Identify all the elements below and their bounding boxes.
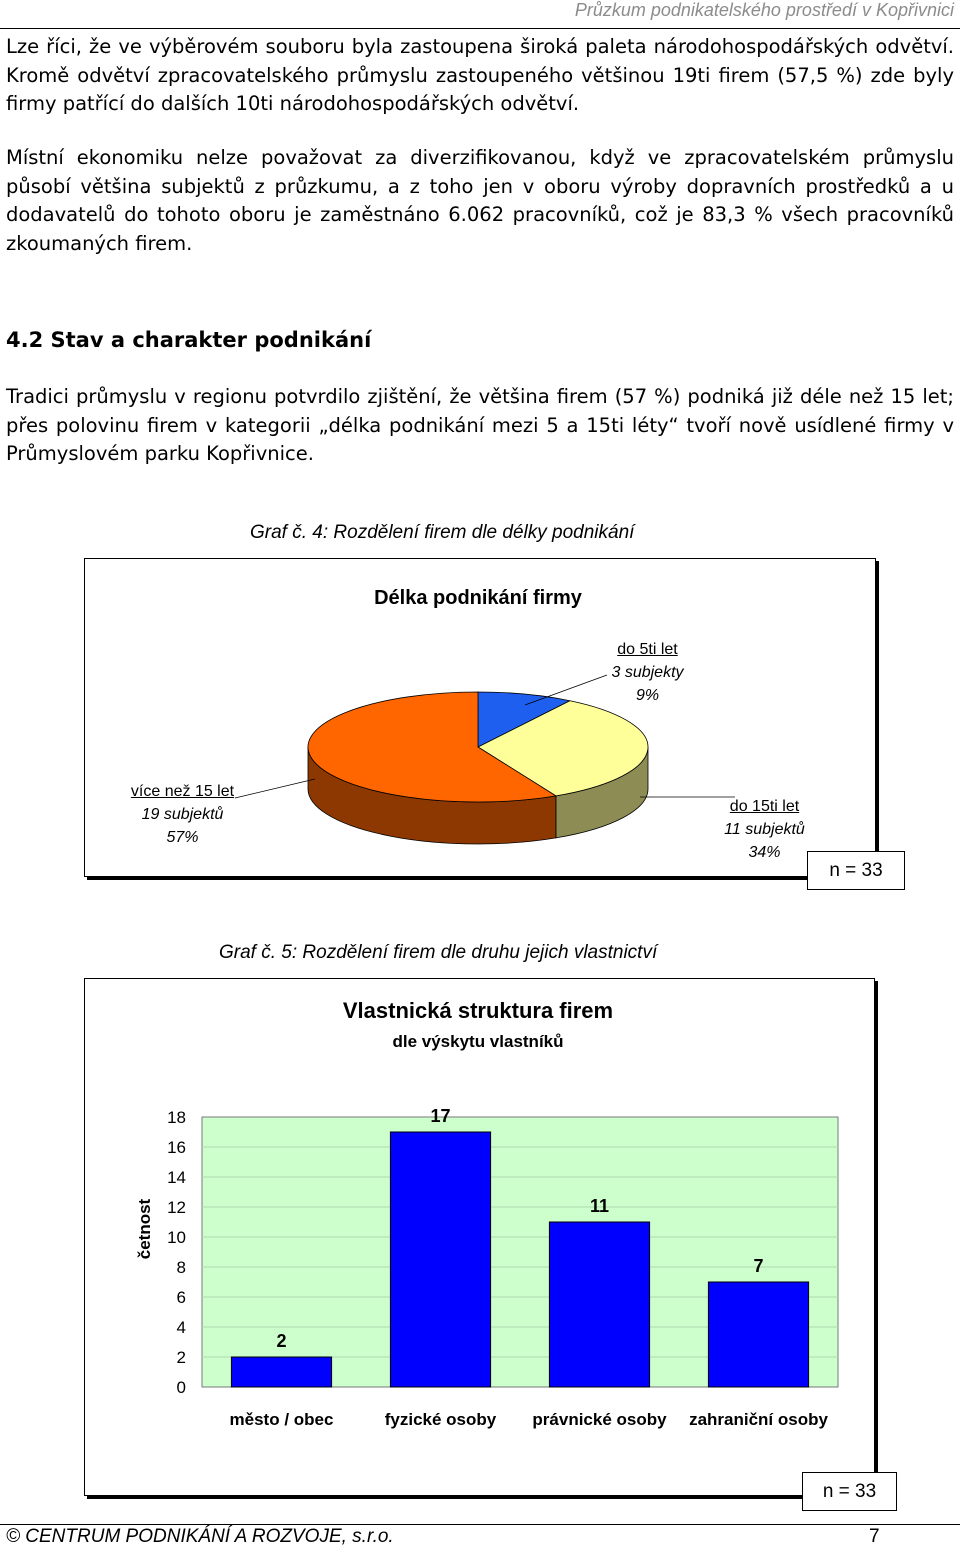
footer-rule bbox=[0, 1524, 960, 1525]
y-tick-label: 16 bbox=[167, 1138, 186, 1157]
running-header: Průzkum podnikatelského prostředí v Kopřivnici bbox=[574, 0, 954, 20]
slice-label-name: do 5ti let bbox=[617, 641, 678, 658]
x-category-label: město / obec bbox=[229, 1410, 334, 1429]
figure-4-caption: Graf č. 4: Rozdělení firem dle délky podnikání bbox=[250, 522, 635, 543]
paragraph-1: Lze říci, že ve výběrovém souboru byla zastoupena široká paleta národohospodářských odvětví. Kromě odvětví zpracovatelského průmyslu zastoupeného většinou 19ti firem (57,5 %) zde byly firmy patřící do dalších 10ti národohospodářských odvětví. bbox=[6, 35, 954, 115]
y-tick-label: 14 bbox=[167, 1168, 186, 1187]
slice-label-vice-nez-15-let bbox=[120, 780, 245, 849]
section-heading: 4.2 Stav a charakter podnikání bbox=[6, 328, 372, 352]
y-tick-label: 10 bbox=[167, 1228, 186, 1247]
bar-data-label: 11 bbox=[589, 1196, 610, 1216]
footer-company: © CENTRUM PODNIKÁNÍ A ROZVOJE, s.r.o. bbox=[6, 1526, 394, 1547]
slice-label-name: do 15ti let bbox=[729, 798, 800, 815]
header-rule bbox=[0, 28, 960, 29]
bar bbox=[549, 1222, 649, 1387]
slice-label-name: více než 15 let bbox=[130, 783, 235, 800]
slice-label-count: 11 subjektů bbox=[724, 821, 805, 838]
x-category-label: zahraniční osoby bbox=[689, 1410, 828, 1429]
y-tick-label: 12 bbox=[167, 1198, 186, 1217]
slice-label-count: 19 subjektů bbox=[141, 806, 224, 823]
slice-label-percent: 57% bbox=[166, 829, 199, 846]
y-tick-label: 18 bbox=[167, 1108, 186, 1127]
y-tick-label: 6 bbox=[176, 1288, 186, 1307]
bar-data-label: 17 bbox=[430, 1106, 451, 1126]
slice-label-count: 3 subjekty bbox=[611, 664, 684, 681]
y-axis-label: četnost bbox=[135, 1198, 154, 1260]
x-category-label: fyzické osoby bbox=[384, 1410, 497, 1429]
y-tick-label: 0 bbox=[176, 1378, 186, 1397]
y-tick-label: 8 bbox=[176, 1258, 186, 1277]
slice-label-do-15ti-let bbox=[707, 795, 822, 864]
figure-5-caption: Graf č. 5: Rozdělení firem dle druhu jejich vlastnictví bbox=[219, 942, 658, 963]
bar-data-label: 2 bbox=[276, 1331, 287, 1351]
paragraph-3: Tradici průmyslu v regionu potvrdilo zjištění, že většina firem (57 %) podniká již déle než 15 let; přes polovinu firem v kategorii „délka podnikání mezi 5 a 15ti léty“ tvoří nově usídlené firmy v Průmyslovém parku Kopřivnice. bbox=[6, 385, 954, 465]
bar-data-label: 7 bbox=[753, 1256, 764, 1276]
page-number: 7 bbox=[869, 1526, 880, 1547]
slice-label-percent: 9% bbox=[635, 687, 660, 704]
pie-chart-title: Délka podnikání firmy bbox=[374, 587, 582, 609]
pie-chart-frame bbox=[84, 558, 876, 877]
bar bbox=[708, 1282, 808, 1387]
paragraph-2: Místní ekonomiku nelze považovat za diverzifikovanou, když ve zpracovatelském průmyslu působí většina subjektů z průzkumu, a z toho jen v oboru výroby dopravních prostředků a u dodavatelů do tohoto oboru je zaměstnáno 6.062 pracovníků, což je 83,3 % všech pracovníků zkoumaných firem. bbox=[6, 146, 954, 255]
bar-chart-subtitle: dle výskytu vlastníků bbox=[392, 1032, 564, 1051]
y-tick-label: 4 bbox=[176, 1318, 186, 1337]
bar-chart-title: Vlastnická struktura firem bbox=[342, 998, 614, 1023]
pie-sample-size: n = 33 bbox=[807, 851, 905, 890]
bar-chart-frame bbox=[84, 978, 875, 1496]
x-category-label: právnické osoby bbox=[532, 1410, 667, 1429]
y-tick-label: 2 bbox=[176, 1348, 186, 1367]
bar bbox=[390, 1132, 490, 1387]
leader-line-vice-nez-15-let bbox=[235, 779, 315, 798]
bar-sample-size: n = 33 bbox=[802, 1472, 897, 1511]
bar bbox=[231, 1357, 331, 1387]
slice-label-do-5ti-let bbox=[590, 638, 705, 707]
slice-label-percent: 34% bbox=[748, 844, 781, 861]
bar-chart bbox=[85, 979, 874, 1495]
